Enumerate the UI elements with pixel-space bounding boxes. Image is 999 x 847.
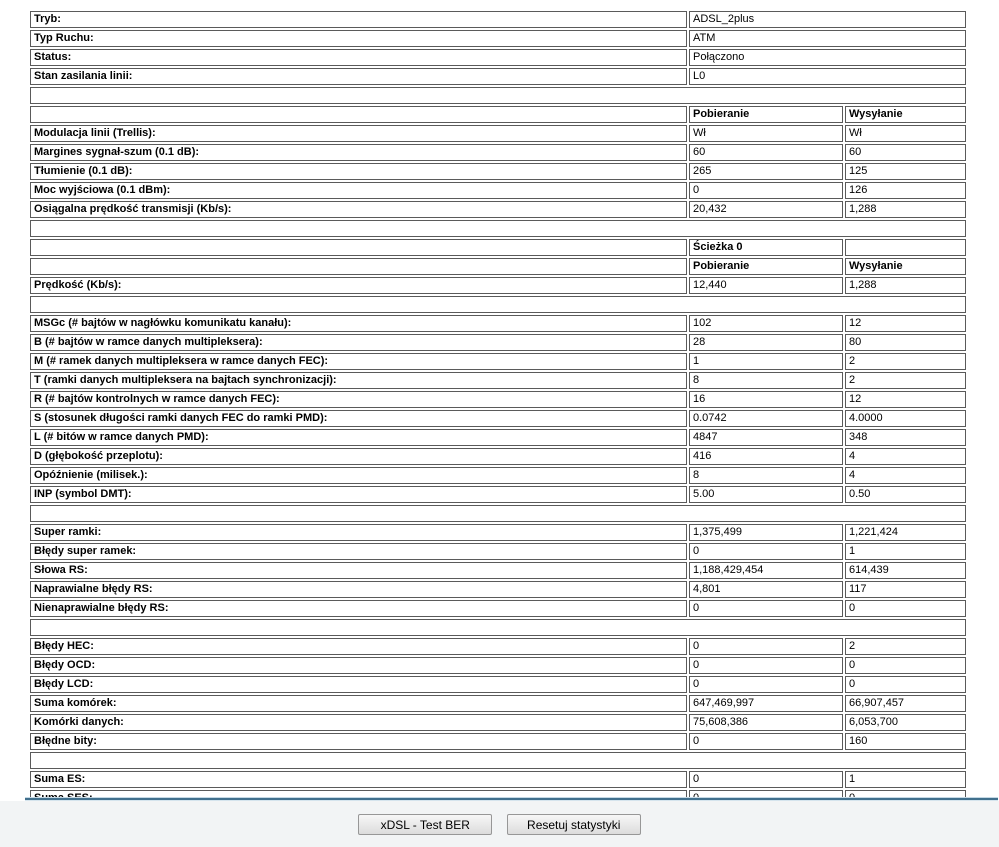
table-row xyxy=(30,144,966,161)
table-row xyxy=(30,334,966,351)
row-value-upstream: 2 xyxy=(845,353,966,370)
row-label: Margines sygnał-szum (0.1 dB): xyxy=(30,144,687,161)
table-row xyxy=(30,771,966,788)
row-value-upstream: 12 xyxy=(845,391,966,408)
separator-row xyxy=(30,220,966,237)
table-row xyxy=(30,258,966,275)
row-value-upstream: 60 xyxy=(845,144,966,161)
table-row xyxy=(30,733,966,750)
row-value-downstream: 0 xyxy=(689,771,843,788)
row-label xyxy=(30,239,687,256)
table-row xyxy=(30,638,966,655)
row-value-downstream: 0 xyxy=(689,676,843,693)
row-value-upstream: 126 xyxy=(845,182,966,199)
row-label: Stan zasilania linii: xyxy=(30,68,687,85)
table-row xyxy=(30,524,966,541)
row-label xyxy=(30,258,687,275)
row-value-downstream: 102 xyxy=(689,315,843,332)
separator-row xyxy=(30,87,966,104)
row-label: MSGc (# bajtów w nagłówku komunikatu kanału): xyxy=(30,315,687,332)
row-label: Błędy super ramek: xyxy=(30,543,687,560)
row-value-downstream: 1,375,499 xyxy=(689,524,843,541)
row-value-upstream: 160 xyxy=(845,733,966,750)
row-value-upstream: 12 xyxy=(845,315,966,332)
row-value-downstream: 12,440 xyxy=(689,277,843,294)
row-value-upstream: 614,439 xyxy=(845,562,966,579)
row-value-downstream: 8 xyxy=(689,372,843,389)
row-value-upstream: 0 xyxy=(845,657,966,674)
table-row xyxy=(30,239,966,256)
empty-cell xyxy=(845,239,966,256)
row-value-downstream: 0 xyxy=(689,182,843,199)
row-value-downstream: 0.0742 xyxy=(689,410,843,427)
row-value-downstream: 75,608,386 xyxy=(689,714,843,731)
row-label: Super ramki: xyxy=(30,524,687,541)
row-label: Błędy HEC: xyxy=(30,638,687,655)
row-label: L (# bitów w ramce danych PMD): xyxy=(30,429,687,446)
row-value-downstream: 4,801 xyxy=(689,581,843,598)
table-row xyxy=(30,182,966,199)
column-header-upstream: Wysyłanie xyxy=(845,106,966,123)
table-row xyxy=(30,714,966,731)
table-row xyxy=(30,277,966,294)
row-value-upstream: 80 xyxy=(845,334,966,351)
table-row xyxy=(30,562,966,579)
separator-cell xyxy=(30,505,966,522)
table-row xyxy=(30,201,966,218)
row-value-downstream: 0 xyxy=(689,543,843,560)
row-value-upstream: 1,288 xyxy=(845,277,966,294)
reset-statistics-button[interactable]: Resetuj statystyki xyxy=(507,814,641,835)
row-value-downstream: 16 xyxy=(689,391,843,408)
table-row xyxy=(30,372,966,389)
row-value-downstream: 265 xyxy=(689,163,843,180)
table-row xyxy=(30,543,966,560)
row-value-downstream: 20,432 xyxy=(689,201,843,218)
table-row xyxy=(30,429,966,446)
column-header-upstream: Wysyłanie xyxy=(845,258,966,275)
table-row xyxy=(30,163,966,180)
row-label: Błędne bity: xyxy=(30,733,687,750)
row-value-downstream: 0 xyxy=(689,657,843,674)
table-row xyxy=(30,657,966,674)
row-label: Osiągalna prędkość transmisji (Kb/s): xyxy=(30,201,687,218)
row-value-downstream: Wł xyxy=(689,125,843,142)
row-label: Słowa RS: xyxy=(30,562,687,579)
row-label: Błędy OCD: xyxy=(30,657,687,674)
row-value-upstream: 4.0000 xyxy=(845,410,966,427)
row-value-downstream: 28 xyxy=(689,334,843,351)
row-value-upstream: 1,221,424 xyxy=(845,524,966,541)
table-row xyxy=(30,391,966,408)
row-value: L0 xyxy=(689,68,966,85)
separator-cell xyxy=(30,619,966,636)
row-value-downstream: 60 xyxy=(689,144,843,161)
row-value: ADSL_2plus xyxy=(689,11,966,28)
table-row xyxy=(30,676,966,693)
table-row xyxy=(30,695,966,712)
row-label: Nienaprawialne błędy RS: xyxy=(30,600,687,617)
separator-cell xyxy=(30,87,966,104)
row-label: Opóźnienie (milisek.): xyxy=(30,467,687,484)
row-value-upstream: 6,053,700 xyxy=(845,714,966,731)
table-row xyxy=(30,353,966,370)
table-row xyxy=(30,106,966,123)
xdsl-ber-test-button[interactable]: xDSL - Test BER xyxy=(358,814,492,835)
row-label: Moc wyjściowa (0.1 dBm): xyxy=(30,182,687,199)
row-value-upstream: 4 xyxy=(845,448,966,465)
row-label: Naprawialne błędy RS: xyxy=(30,581,687,598)
table-row xyxy=(30,448,966,465)
row-label: Błędy LCD: xyxy=(30,676,687,693)
table-row xyxy=(30,68,966,85)
row-value-upstream: 348 xyxy=(845,429,966,446)
row-value-upstream: 1 xyxy=(845,771,966,788)
separator-cell xyxy=(30,296,966,313)
footer-actions xyxy=(0,801,999,847)
row-value-upstream: 2 xyxy=(845,372,966,389)
separator-row xyxy=(30,752,966,769)
row-label: Suma komórek: xyxy=(30,695,687,712)
row-value-downstream: 1,188,429,454 xyxy=(689,562,843,579)
row-value-downstream: 5.00 xyxy=(689,486,843,503)
table-row xyxy=(30,49,966,66)
row-value: Połączono xyxy=(689,49,966,66)
row-label: Tłumienie (0.1 dB): xyxy=(30,163,687,180)
row-value-downstream: 4847 xyxy=(689,429,843,446)
separator-row xyxy=(30,505,966,522)
row-value-downstream: 0 xyxy=(689,600,843,617)
column-header-downstream: Pobieranie xyxy=(689,258,843,275)
row-value-upstream: 4 xyxy=(845,467,966,484)
row-value-upstream: 0 xyxy=(845,600,966,617)
separator-cell xyxy=(30,220,966,237)
row-value-upstream: Wł xyxy=(845,125,966,142)
table-row xyxy=(30,30,966,47)
button-row xyxy=(0,814,999,835)
row-label: T (ramki danych multipleksera na bajtach synchronizacji): xyxy=(30,372,687,389)
table-row xyxy=(30,410,966,427)
table-row xyxy=(30,125,966,142)
xdsl-stats-table xyxy=(28,9,968,828)
row-value-downstream: 647,469,997 xyxy=(689,695,843,712)
row-value-upstream: 1 xyxy=(845,543,966,560)
row-label: Tryb: xyxy=(30,11,687,28)
table-row xyxy=(30,467,966,484)
row-value-upstream: 2 xyxy=(845,638,966,655)
table-row xyxy=(30,581,966,598)
row-label: Komórki danych: xyxy=(30,714,687,731)
row-label: Prędkość (Kb/s): xyxy=(30,277,687,294)
separator-row xyxy=(30,619,966,636)
row-label: Modulacja linii (Trellis): xyxy=(30,125,687,142)
row-label: INP (symbol DMT): xyxy=(30,486,687,503)
row-label: D (głębokość przeplotu): xyxy=(30,448,687,465)
row-value-upstream: 0.50 xyxy=(845,486,966,503)
row-value-upstream: 66,907,457 xyxy=(845,695,966,712)
row-value-downstream: 0 xyxy=(689,638,843,655)
row-label: R (# bajtów kontrolnych w ramce danych FEC): xyxy=(30,391,687,408)
path-header: Ścieżka 0 xyxy=(689,239,843,256)
table-row xyxy=(30,315,966,332)
row-label: M (# ramek danych multipleksera w ramce danych FEC): xyxy=(30,353,687,370)
row-label: Status: xyxy=(30,49,687,66)
column-header-downstream: Pobieranie xyxy=(689,106,843,123)
row-value-upstream: 1,288 xyxy=(845,201,966,218)
table-row xyxy=(30,486,966,503)
row-value-upstream: 0 xyxy=(845,676,966,693)
row-value: ATM xyxy=(689,30,966,47)
separator-row xyxy=(30,296,966,313)
row-value-upstream: 125 xyxy=(845,163,966,180)
table-row xyxy=(30,600,966,617)
row-label: S (stosunek długości ramki danych FEC do ramki PMD): xyxy=(30,410,687,427)
row-value-upstream: 117 xyxy=(845,581,966,598)
row-value-downstream: 8 xyxy=(689,467,843,484)
row-value-downstream: 1 xyxy=(689,353,843,370)
row-label: Typ Ruchu: xyxy=(30,30,687,47)
row-label: Suma ES: xyxy=(30,771,687,788)
row-value-downstream: 0 xyxy=(689,733,843,750)
row-value-downstream: 416 xyxy=(689,448,843,465)
row-label xyxy=(30,106,687,123)
row-label: B (# bajtów w ramce danych multipleksera): xyxy=(30,334,687,351)
separator-cell xyxy=(30,752,966,769)
table-row xyxy=(30,11,966,28)
